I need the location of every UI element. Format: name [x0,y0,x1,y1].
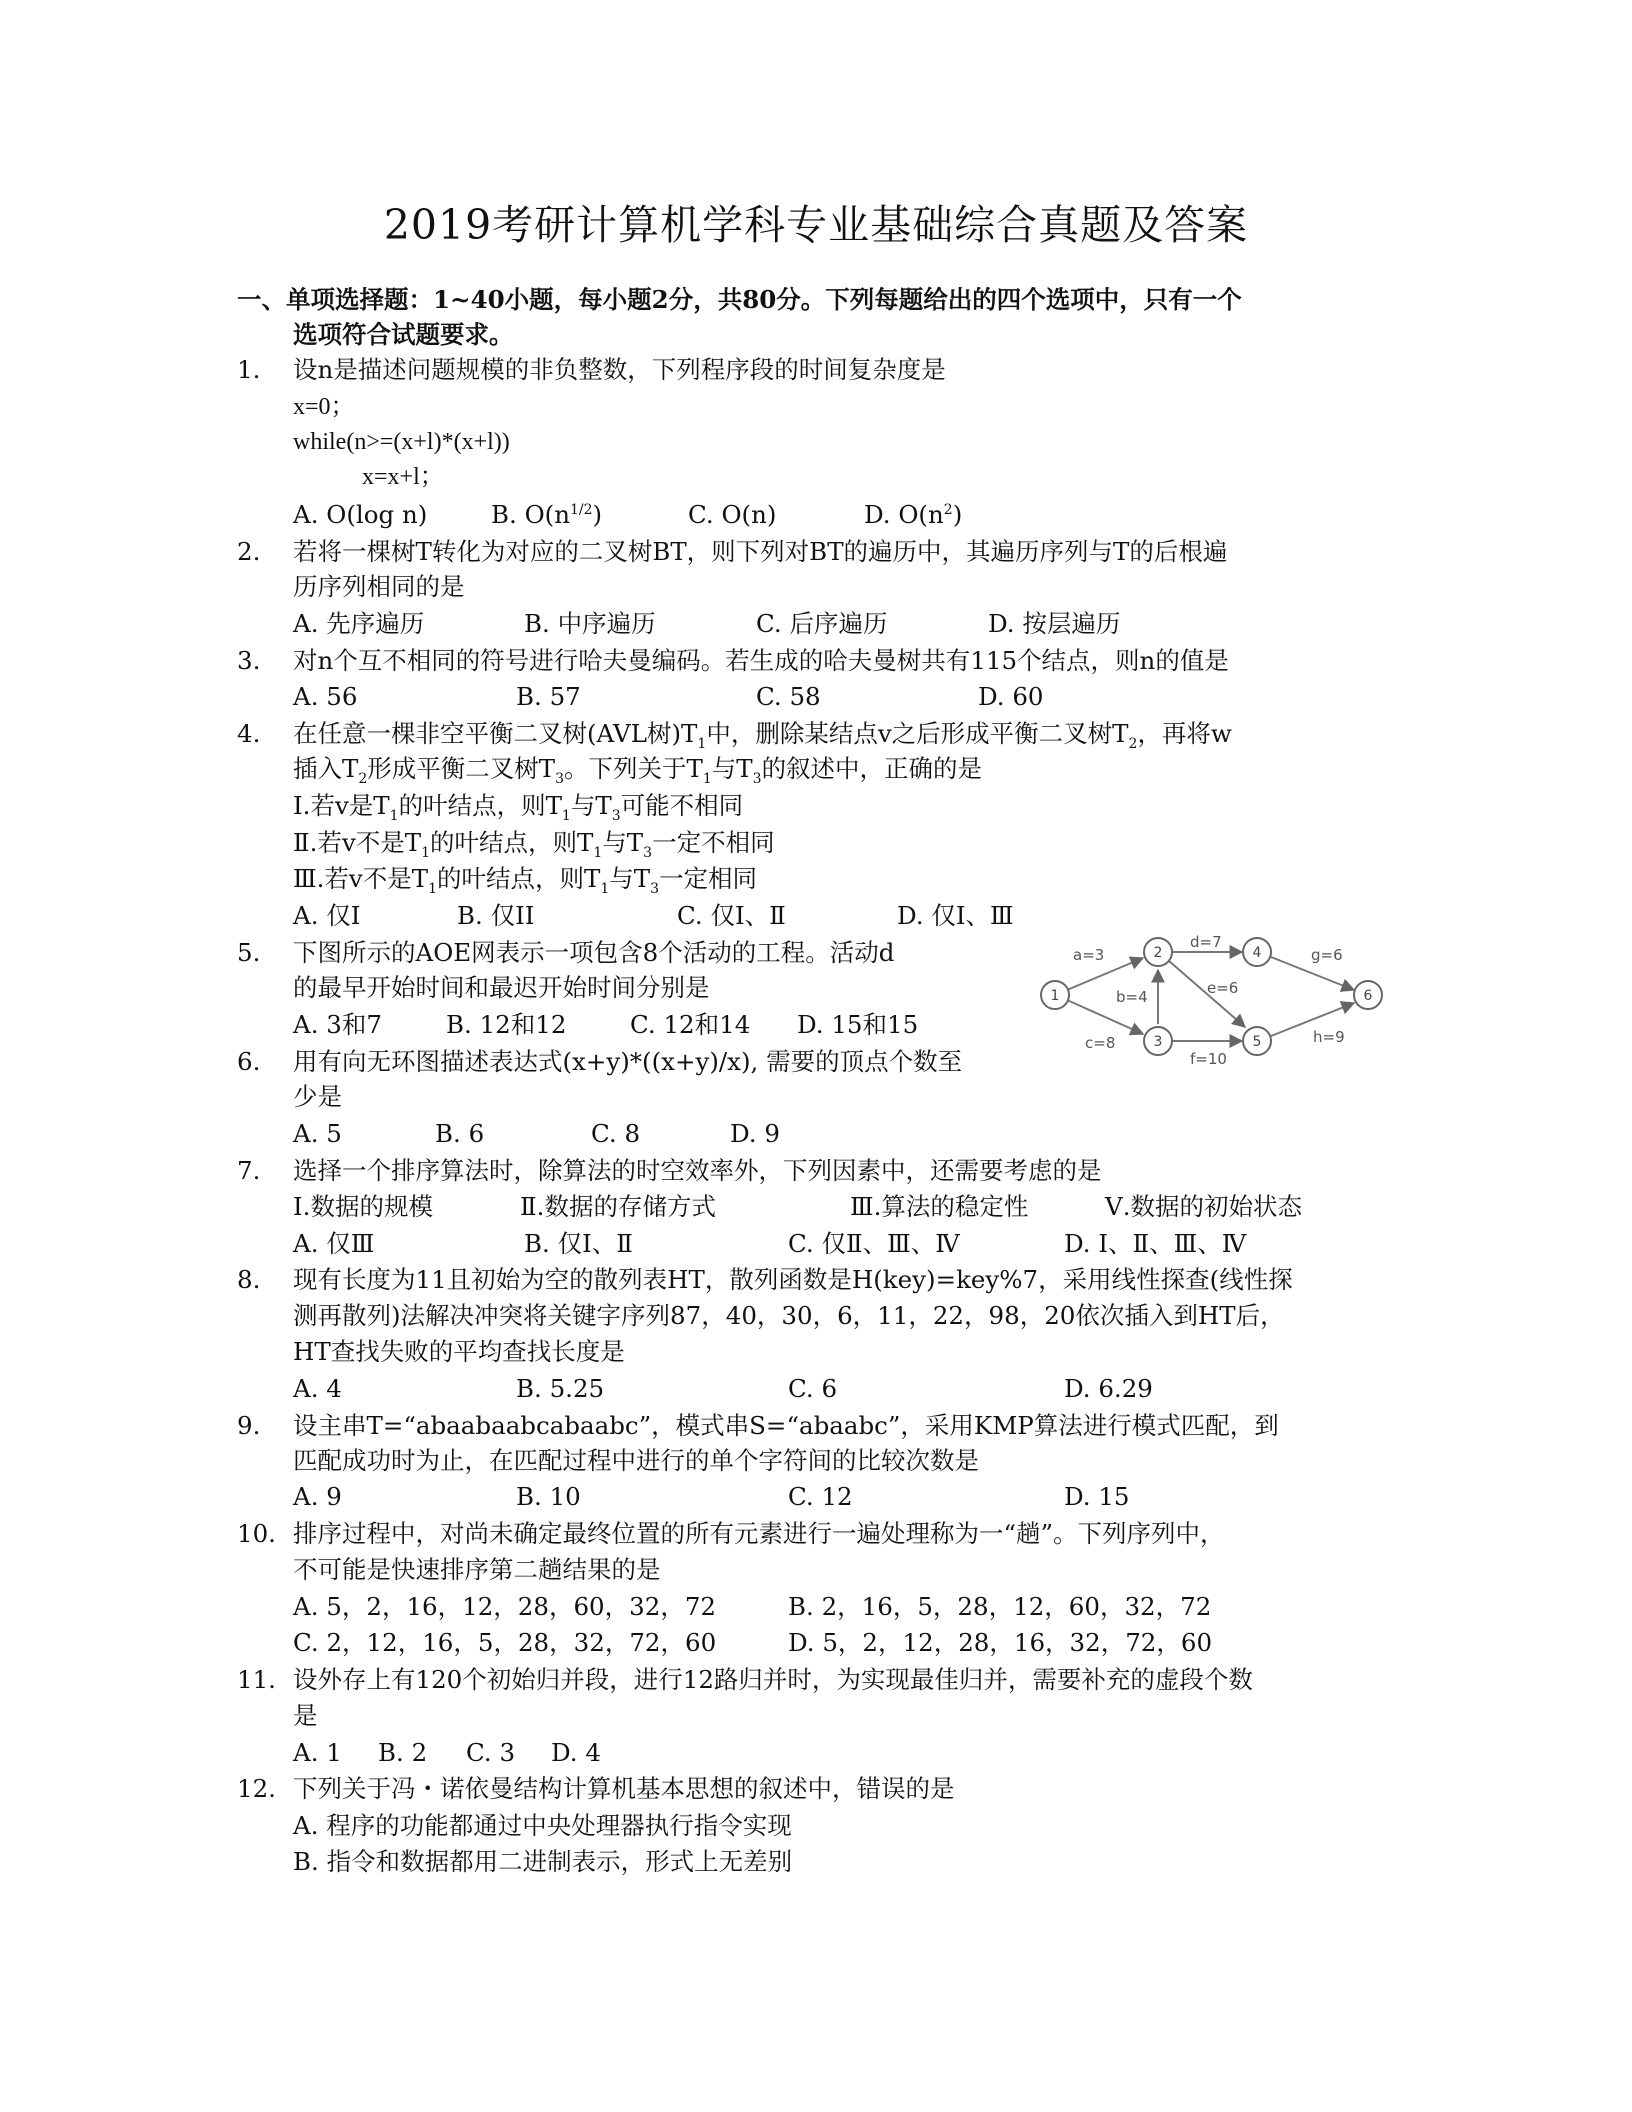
q3-option-c: C. 58 [756,682,821,711]
q6-option-d: D. 9 [730,1119,780,1148]
q7-option-c: C. 仅Ⅱ、Ⅲ、Ⅳ [788,1229,960,1258]
q1-stem: 设n是描述问题规模的非负整数，下列程序段的时间复杂度是 [293,355,946,384]
q5-stem: 下图所示的AOE网表示一项包含8个活动的工程。活动d [293,938,895,967]
q8-option-c: C. 6 [788,1374,838,1403]
q3-number: 3. [237,646,261,675]
page-title: 2019考研计算机学科专业基础综合真题及答案 [383,201,1249,249]
q10-number: 10. [237,1519,276,1548]
q1-code-line: x=x+l； [362,464,444,490]
q3-option-b: B. 57 [516,682,581,711]
q5-stem-cont: 的最早开始时间和最迟开始时间分别是 [293,973,710,1002]
q11-option-d: D. 4 [551,1738,601,1767]
q2-option-d: D. 按层遍历 [988,609,1121,638]
q11-number: 11. [237,1665,276,1694]
q5-option-b: B. 12和12 [446,1010,567,1039]
q8-stem-cont: 测再散列)法解决冲突将关键字序列87，40，30，6，11，22，98，20依次插入到HT后， [293,1301,1285,1330]
q9-number: 9. [237,1411,261,1440]
q7-number: 7. [237,1156,261,1185]
q1-option-d: D. $O(n^2)$ [864,500,963,529]
q7-item-3: Ⅲ.算法的稳定性 [850,1192,1029,1221]
q7-option-b: B. 仅I、Ⅱ [524,1229,633,1258]
aoe-network-diagram [1035,930,1410,1080]
q6-stem: 用有向无环图描述表达式(x+y)*((x+y)/x), 需要的顶点个数至 [293,1047,963,1076]
q12-number: 12. [237,1774,276,1803]
aoe-edge-label: h=9 [1313,1028,1345,1046]
q10-stem: 排序过程中，对尚未确定最终位置的所有元素进行一遍处理称为一“趟”。下列序列中， [293,1519,1225,1548]
q2-stem-cont: 历序列相同的是 [293,572,465,601]
q4-item-3: Ⅲ.若v不是$T_1$的叶结点，则$T_1$与$T_3$一定相同 [293,864,758,897]
q8-number: 8. [237,1265,261,1294]
q11-option-a: A. 1 [293,1738,342,1767]
q4-number: 4. [237,719,261,748]
q11-option-b: B. 2 [378,1738,428,1767]
q8-stem: 现有长度为11且初始为空的散列表HT，散列函数是H(key)=key%7，采用线性探查(线性探 [293,1265,1293,1294]
aoe-edge-label: d=7 [1190,933,1222,951]
q5-option-c: C. 12和14 [630,1010,751,1039]
q4-option-c: C. 仅I、Ⅱ [677,901,786,930]
q8-stem-cont: HT查找失败的平均查找长度是 [293,1337,625,1366]
q5-option-d: D. 15和15 [797,1010,919,1039]
aoe-edge-label: e=6 [1207,979,1239,997]
q2-number: 2. [237,537,261,566]
q11-stem-cont: 是 [293,1701,318,1730]
q6-option-b: B. 6 [435,1119,485,1148]
q8-option-d: D. 6.29 [1064,1374,1153,1403]
aoe-node-label: 6 [1363,988,1373,1004]
q2-option-c: C. 后序遍历 [756,609,888,638]
q10-option-b: B. 2，16，5，28，12，60，32，72 [788,1592,1212,1621]
q9-option-b: B. 10 [516,1482,581,1511]
q4-option-d: D. 仅I、Ⅲ [897,901,1014,930]
q4-item-2: Ⅱ.若v不是$T_1$的叶结点，则$T_1$与$T_3$一定不相同 [293,828,775,861]
aoe-node-label: 5 [1252,1034,1262,1050]
q8-option-a: A. 4 [293,1374,342,1403]
q5-option-a: A. 3和7 [293,1010,382,1039]
q10-option-c: C. 2，12，16，5，28，32，72，60 [293,1628,717,1657]
q10-stem-cont: 不可能是快速排序第二趟结果的是 [293,1555,661,1584]
aoe-edge-label: a=3 [1073,946,1105,964]
q1-code-line: while(n>=(x+l)*(x+l)) [293,429,510,455]
aoe-edge-label: g=6 [1311,946,1343,964]
q6-option-c: C. 8 [591,1119,641,1148]
aoe-node-label: 4 [1252,945,1262,961]
q6-option-a: A. 5 [293,1119,342,1148]
aoe-node-label: 3 [1153,1034,1163,1050]
section-heading-cont: 选项符合试题要求。 [293,320,514,349]
q11-stem: 设外存上有120个初始归并段，进行12路归并时，为实现最佳归并，需要补充的虚段个数 [293,1665,1253,1694]
q8-option-b: B. 5.25 [516,1374,605,1403]
q12-stem: 下列关于冯・诺依曼结构计算机基本思想的叙述中，错误的是 [293,1774,955,1803]
q1-number: 1. [237,355,261,384]
q4-stem: 在任意一棵非空平衡二叉树(AVL树)$T_1$中，删除某结点v之后形成平衡二叉树$T_2$，再将w [293,719,1232,752]
q2-stem: 若将一棵树T转化为对应的二叉树BT，则下列对BT的遍历中，其遍历序列与T的后根遍 [293,537,1228,566]
q1-option-a: A. O(log n) [293,500,428,529]
q7-option-d: D. I、Ⅱ、Ⅲ、Ⅳ [1064,1229,1247,1258]
q10-option-d: D. 5，2，12，28，16，32，72，60 [788,1628,1213,1657]
q7-item-2: Ⅱ.数据的存储方式 [520,1192,716,1221]
q4-option-a: A. 仅I [293,901,361,930]
q6-stem-cont: 少是 [293,1082,342,1111]
aoe-node-label: 2 [1153,945,1163,961]
q7-item-1: I.数据的规模 [293,1192,433,1221]
q12-option-b: B. 指令和数据都用二进制表示，形式上无差别 [293,1847,793,1876]
q12-option-a: A. 程序的功能都通过中央处理器执行指令实现 [293,1811,792,1840]
q7-option-a: A. 仅Ⅲ [293,1229,375,1258]
aoe-node-label: 1 [1050,988,1060,1004]
q9-option-d: D. 15 [1064,1482,1130,1511]
q2-option-b: B. 中序遍历 [524,609,656,638]
q3-stem: 对n个互不相同的符号进行哈夫曼编码。若生成的哈夫曼树共有115个结点，则n的值是 [293,646,1229,675]
q11-option-c: C. 3 [466,1738,516,1767]
q10-option-a: A. 5，2，16，12，28，60，32，72 [293,1592,716,1621]
q9-option-c: C. 12 [788,1482,853,1511]
q9-stem: 设主串T=“abaabaabcabaabc”，模式串S=“abaabc”，采用KMP算法进行模式匹配，到 [293,1411,1279,1440]
q4-option-b: B. 仅II [457,901,535,930]
aoe-edge-label: b=4 [1116,988,1148,1006]
q1-code-line: x=0； [293,394,355,420]
q1-option-b: B. $O(n^{1/2})$ [491,500,603,529]
q3-option-d: D. 60 [978,682,1044,711]
section-heading: 一、单项选择题：1~40小题，每小题2分，共80分。下列每题给出的四个选项中，只有一个 [237,285,1242,314]
q4-item-1: I.若v是$T_1$的叶结点，则$T_1$与$T_3$可能不相同 [293,791,744,824]
q9-option-a: A. 9 [293,1482,342,1511]
aoe-edge-label: f=10 [1190,1050,1227,1068]
q3-option-a: A. 56 [293,682,358,711]
q5-number: 5. [237,938,261,967]
q7-item-4: Ⅴ.数据的初始状态 [1105,1192,1302,1221]
q2-option-a: A. 先序遍历 [293,609,425,638]
q9-stem-cont: 匹配成功时为止，在匹配过程中进行的单个字符间的比较次数是 [293,1446,979,1475]
q7-stem: 选择一个排序算法时，除算法的时空效率外，下列因素中，还需要考虑的是 [293,1156,1102,1185]
q6-number: 6. [237,1047,261,1076]
q4-stem-cont: 插入$T_2$形成平衡二叉树$T_3$。下列关于$T_1$与$T_3$的叙述中，正确的是 [293,754,983,787]
q1-option-c: C. O(n) [688,500,777,529]
aoe-edge-label: c=8 [1085,1034,1116,1052]
